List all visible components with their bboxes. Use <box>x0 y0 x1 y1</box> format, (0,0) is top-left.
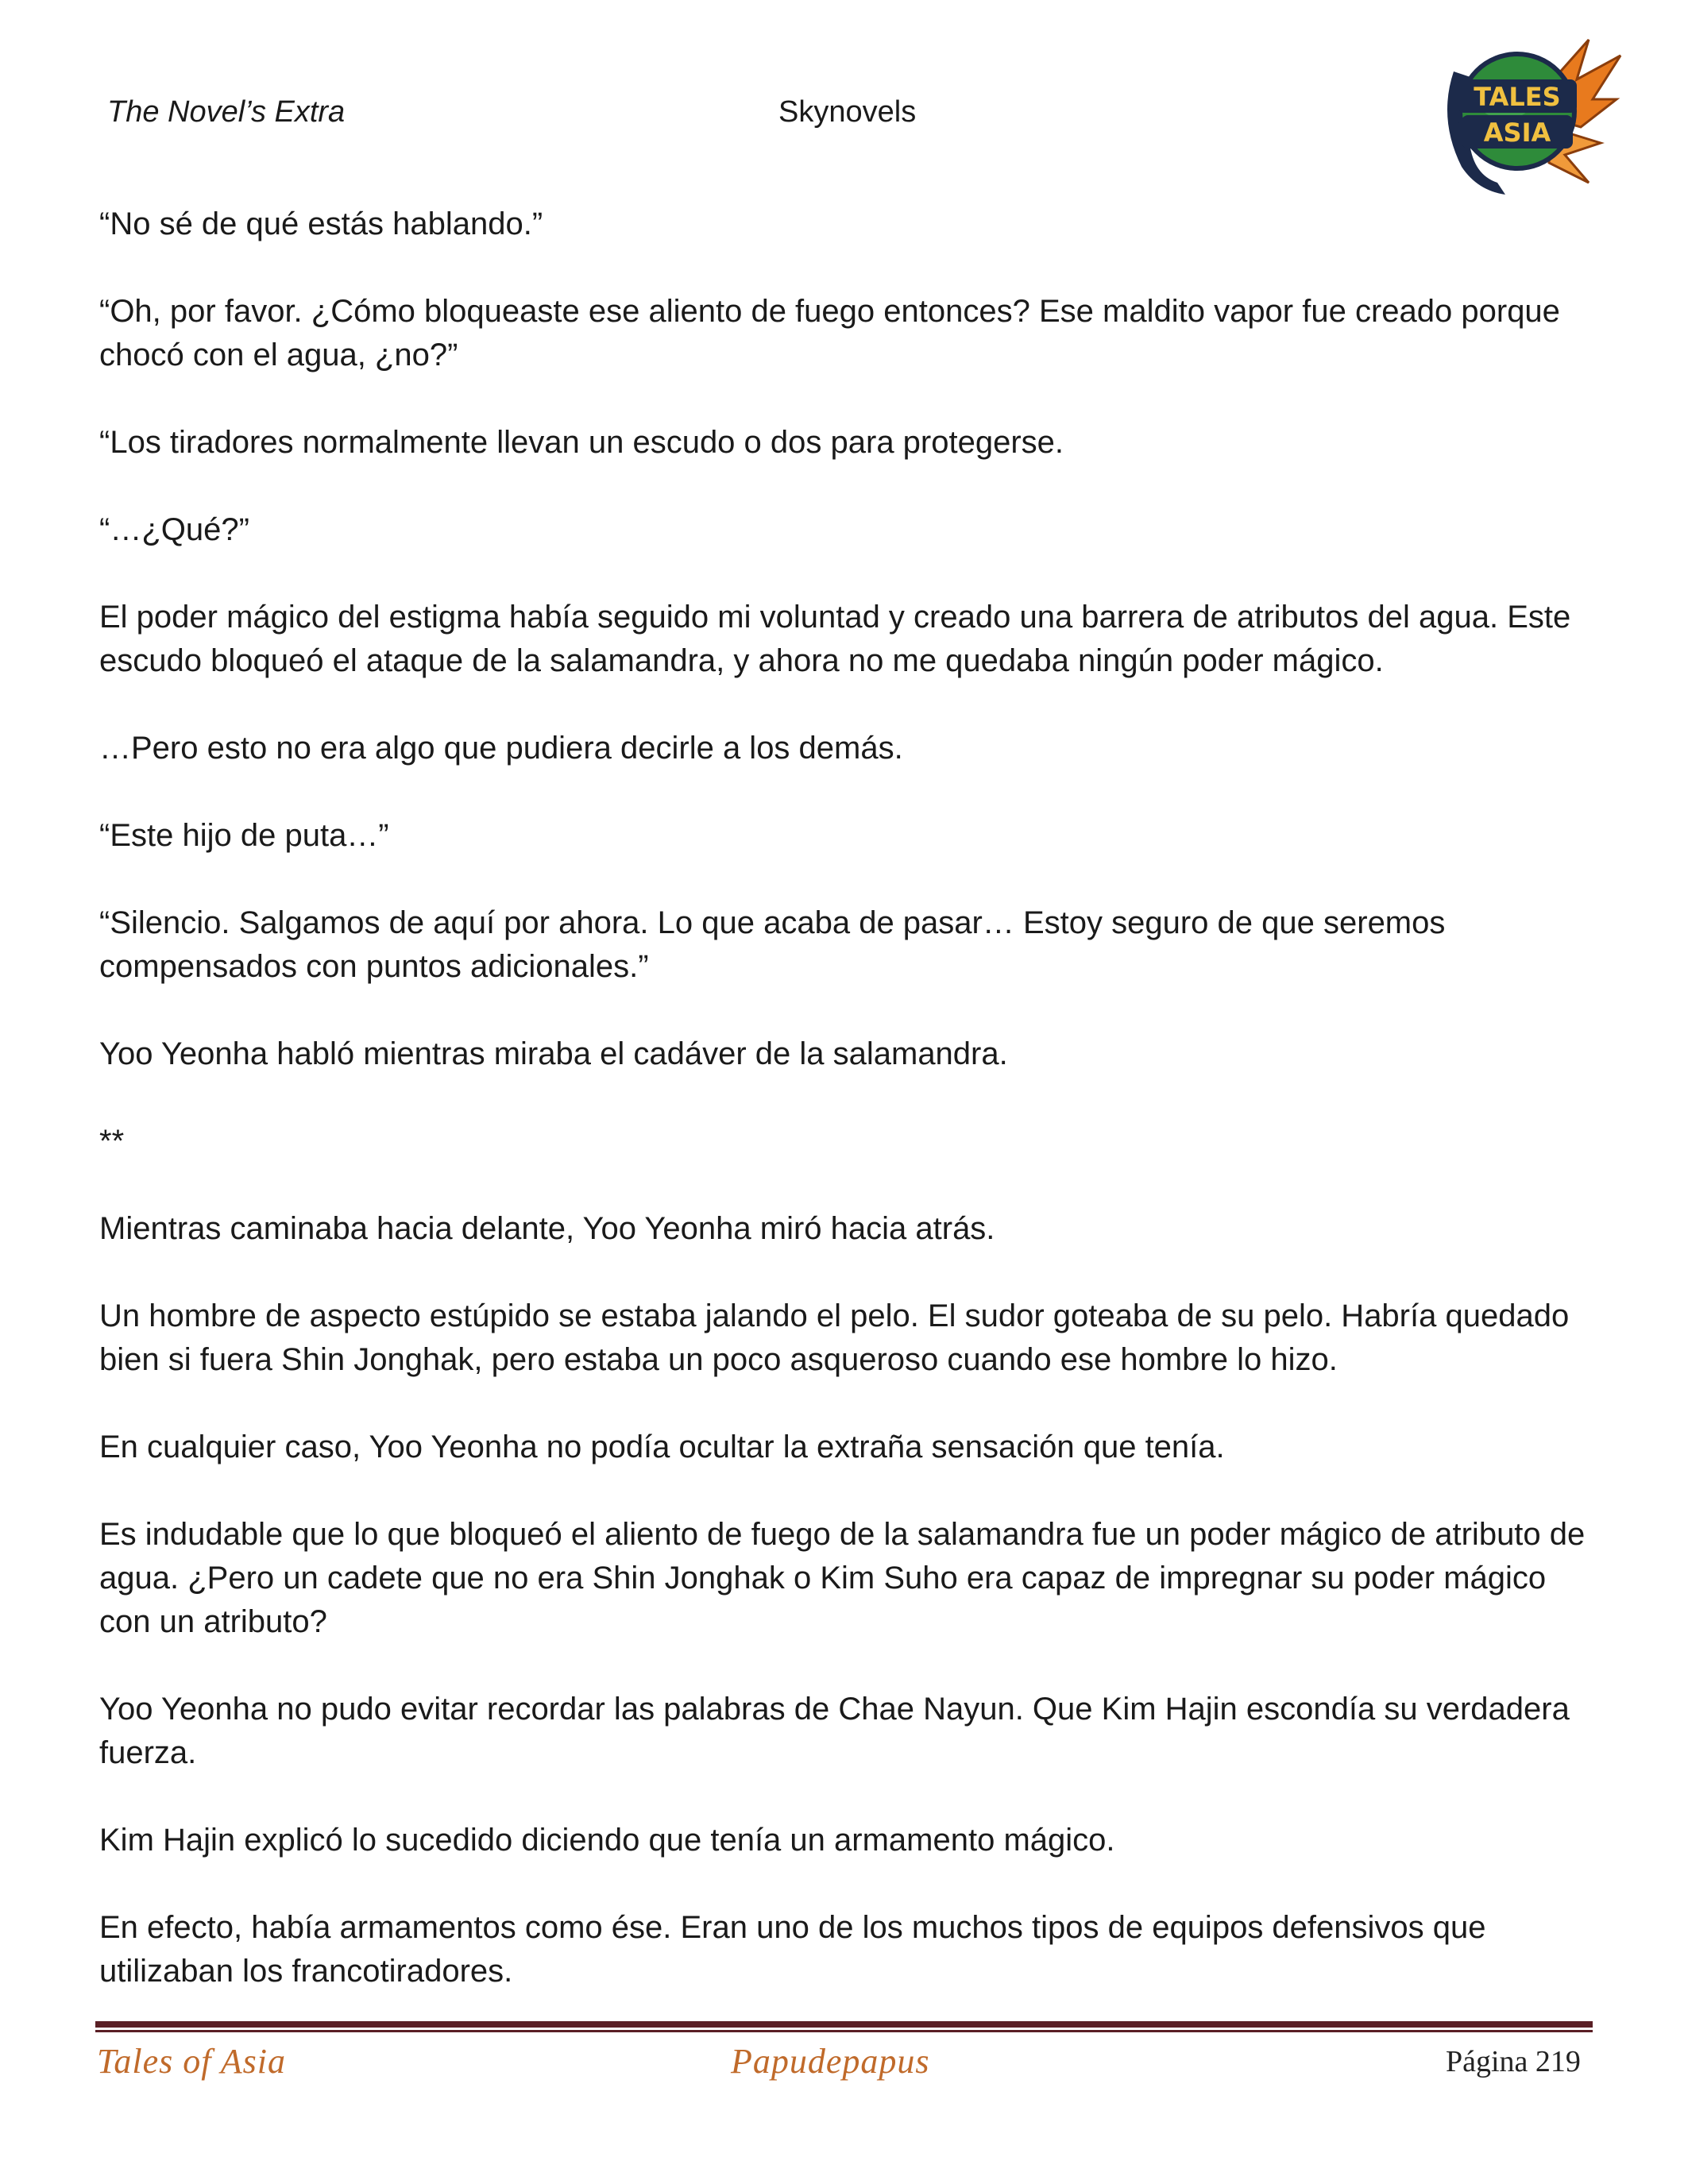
footer-publisher: Tales of Asia <box>97 2042 286 2081</box>
page-number: Página 219 <box>1446 2045 1581 2078</box>
paragraph: Es indudable que lo que bloqueó el aliento de fuego de la salamandra fue un poder mágico de atributo de agua. ¿Pero un cadete que no era Shin Jonghak o Kim Suho era capaz de impregnar su poder mágico con un atributo? <box>99 1517 1586 1639</box>
paragraph: Yoo Yeonha no pudo evitar recordar las palabras de Chae Nayun. Que Kim Hajin escondía su verdadera fuerza. <box>99 1692 1570 1770</box>
paragraph: El poder mágico del estigma había seguido mi voluntad y creado una barrera de atributos del agua. Este escudo bloqueó el ataque de la salamandra, y ahora no me quedaba ningún poder mágico. <box>99 600 1571 678</box>
tales-of-asia-logo <box>1430 24 1624 203</box>
paragraph: Un hombre de aspecto estúpido se estaba jalando el pelo. El sudor goteaba de su pelo. Habría quedado bien si fuera Shin Jonghak, pero estaba un poco asqueroso cuando ese hombre lo hizo. <box>99 1298 1570 1377</box>
logo-text-tales: TALES <box>1474 82 1561 112</box>
paragraph: “Silencio. Salgamos de aquí por ahora. Lo que acaba de pasar… Estoy seguro de que seremos compensados con puntos adicionales.” <box>99 905 1446 984</box>
scene-break: ** <box>99 1124 125 1159</box>
paragraph: En efecto, había armamentos como ése. Eran uno de los muchos tipos de equipos defensivos que utilizaban los francotiradores. <box>99 1910 1486 1989</box>
svg-text:ASIA: ASIA <box>1483 118 1551 148</box>
paragraph: Kim Hajin explicó lo sucedido diciendo que tenía un armamento mágico. <box>99 1823 1115 1858</box>
footer-rule-thin <box>95 2030 1593 2032</box>
paragraph: Yoo Yeonha habló mientras miraba el cadáver de la salamandra. <box>99 1036 1008 1071</box>
book-title: The Novel’s Extra <box>107 95 346 129</box>
site-name: Skynovels <box>778 95 917 129</box>
footer-rule <box>95 2021 1593 2032</box>
paragraph: …Pero esto no era algo que pudiera decirle a los demás. <box>99 731 903 766</box>
footer-rule-thick <box>95 2021 1593 2028</box>
page-header <box>0 0 1688 206</box>
paragraph: “Oh, por favor. ¿Cómo bloqueaste ese aliento de fuego entonces? Ese maldito vapor fue creado porque chocó con el agua, ¿no?” <box>99 294 1560 372</box>
paragraph: Mientras caminaba hacia delante, Yoo Yeonha miró hacia atrás. <box>99 1211 995 1246</box>
paragraph: En cualquier caso, Yoo Yeonha no podía ocultar la extraña sensación que tenía. <box>99 1430 1225 1464</box>
footer-translator: Papudepapus <box>731 2042 930 2081</box>
paragraph: “Los tiradores normalmente llevan un escudo o dos para protegerse. <box>99 425 1064 460</box>
chapter-body <box>99 203 1593 2037</box>
paragraph: “No sé de qué estás hablando.” <box>99 206 543 241</box>
paragraph: “…¿Qué?” <box>99 512 249 547</box>
paragraph: “Este hijo de puta…” <box>99 818 389 853</box>
